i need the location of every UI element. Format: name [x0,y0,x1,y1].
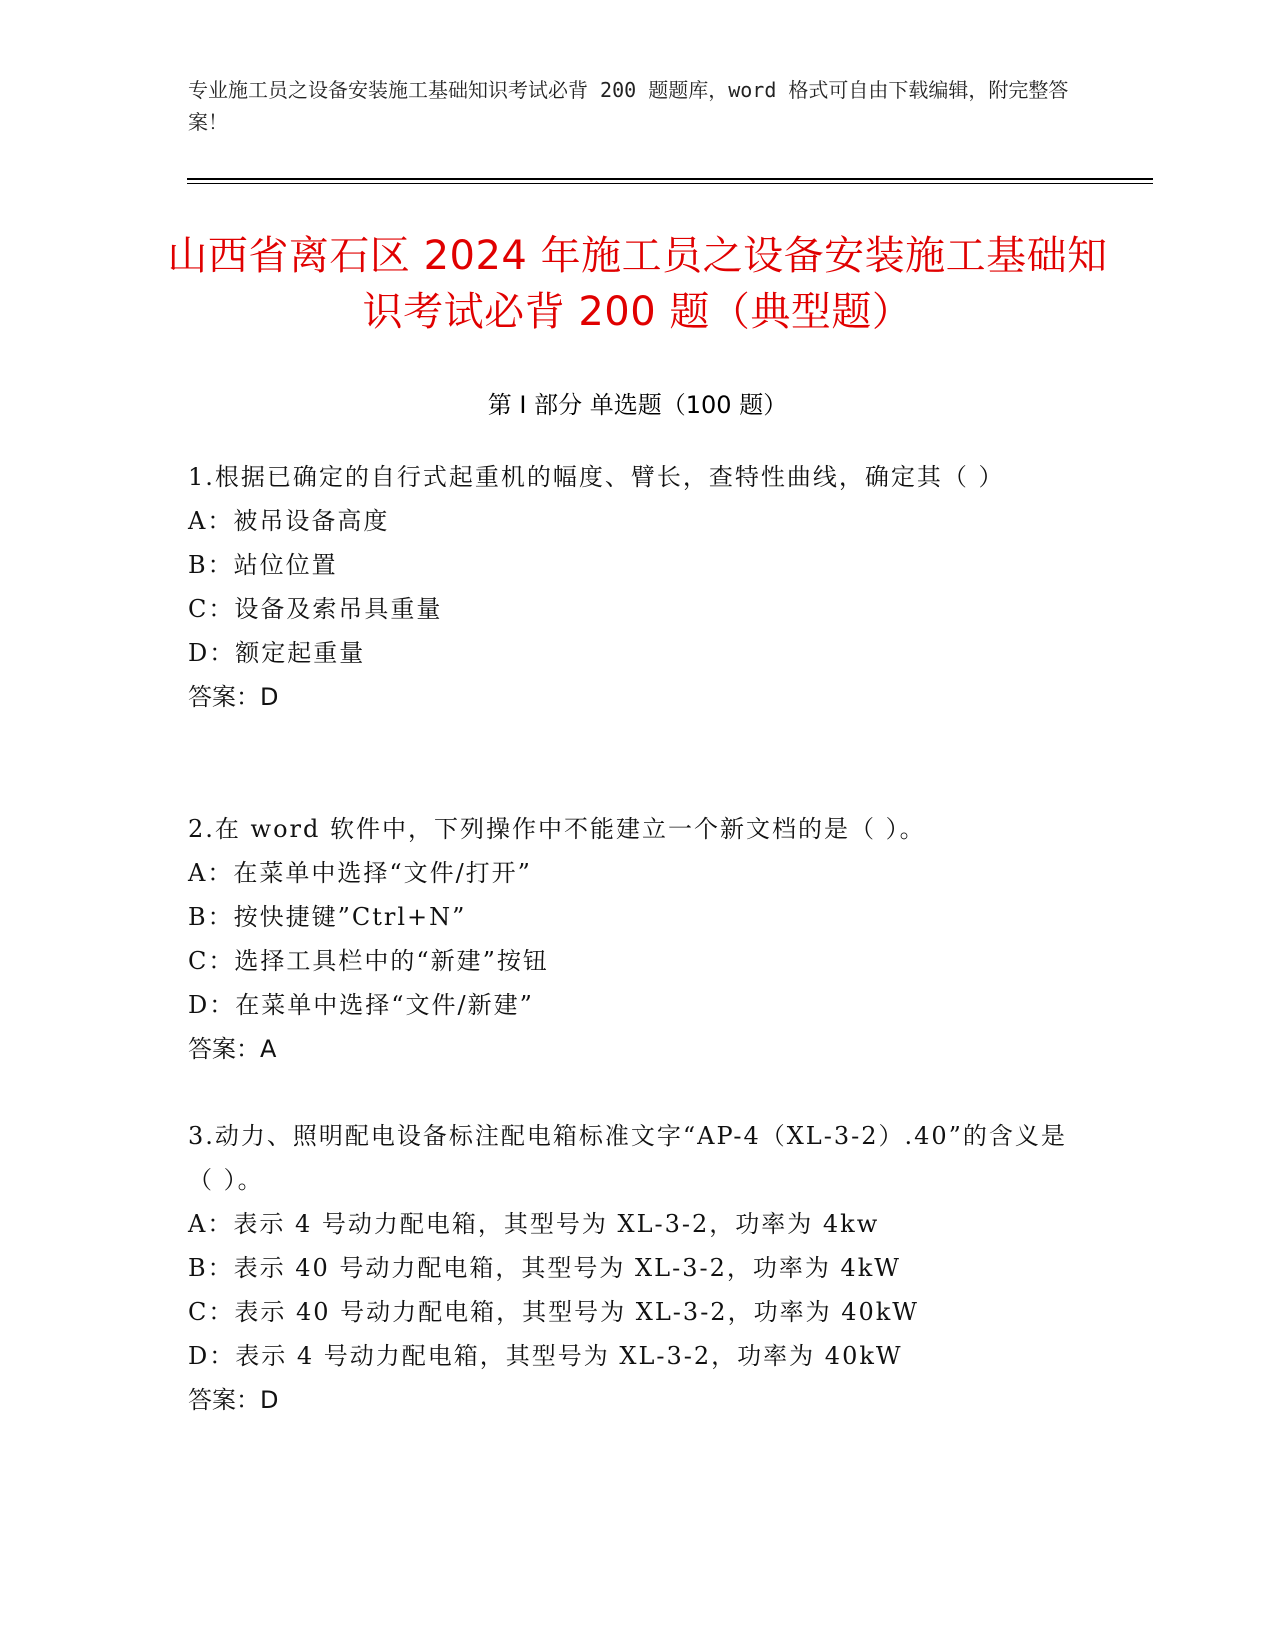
question-stem: 2.在 word 软件中，下列操作中不能建立一个新文档的是（ ）。 [188,815,926,843]
header-rule-thick [187,178,1153,180]
header-note: 专业施工员之设备安装施工基础知识考试必背 200 题题库，word 格式可自由下载编辑，附完整答案！ [188,78,1069,134]
section-title: 第 I 部分 单选题（100 题） [487,391,788,419]
option-d: D：额定起重量 [188,639,366,667]
option-a: A：被吊设备高度 [188,507,390,535]
document-title: 山西省离石区 2024 年施工员之设备安装施工基础知识考试必背 200 题（典型题） [167,233,1108,335]
option-b: B：按快捷键”Ctrl+N” [188,903,467,931]
option-a: A：表示 4 号动力配电箱，其型号为 XL-3-2，功率为 4kw [188,1210,880,1238]
question-stem: 1.根据已确定的自行式起重机的幅度、臂长，查特性曲线，确定其（ ） [188,463,1005,491]
question-2 [188,807,1088,1071]
header-rule-thin [187,183,1153,184]
question-stem: 3.动力、照明配电设备标注配电箱标准文字“AP-4（XL-3-2）.40”的含义是（ ）。 [188,1122,1067,1194]
answer: 答案：D [188,683,279,711]
option-d: D：在菜单中选择“文件/新建” [188,991,534,1019]
option-c: C：设备及索吊具重量 [188,595,443,623]
question-1 [188,455,1088,719]
option-a: A：在菜单中选择“文件/打开” [188,859,532,887]
question-3 [188,1114,1088,1422]
answer: 答案：D [188,1386,279,1414]
answer: 答案：A [188,1035,277,1063]
option-c: C：选择工具栏中的“新建”按钮 [188,947,549,975]
option-b: B：表示 40 号动力配电箱，其型号为 XL-3-2，功率为 4kW [188,1254,901,1282]
option-c: C：表示 40 号动力配电箱，其型号为 XL-3-2，功率为 40kW [188,1298,919,1326]
option-d: D：表示 4 号动力配电箱，其型号为 XL-3-2，功率为 40kW [188,1342,903,1370]
option-b: B：站位位置 [188,551,338,579]
